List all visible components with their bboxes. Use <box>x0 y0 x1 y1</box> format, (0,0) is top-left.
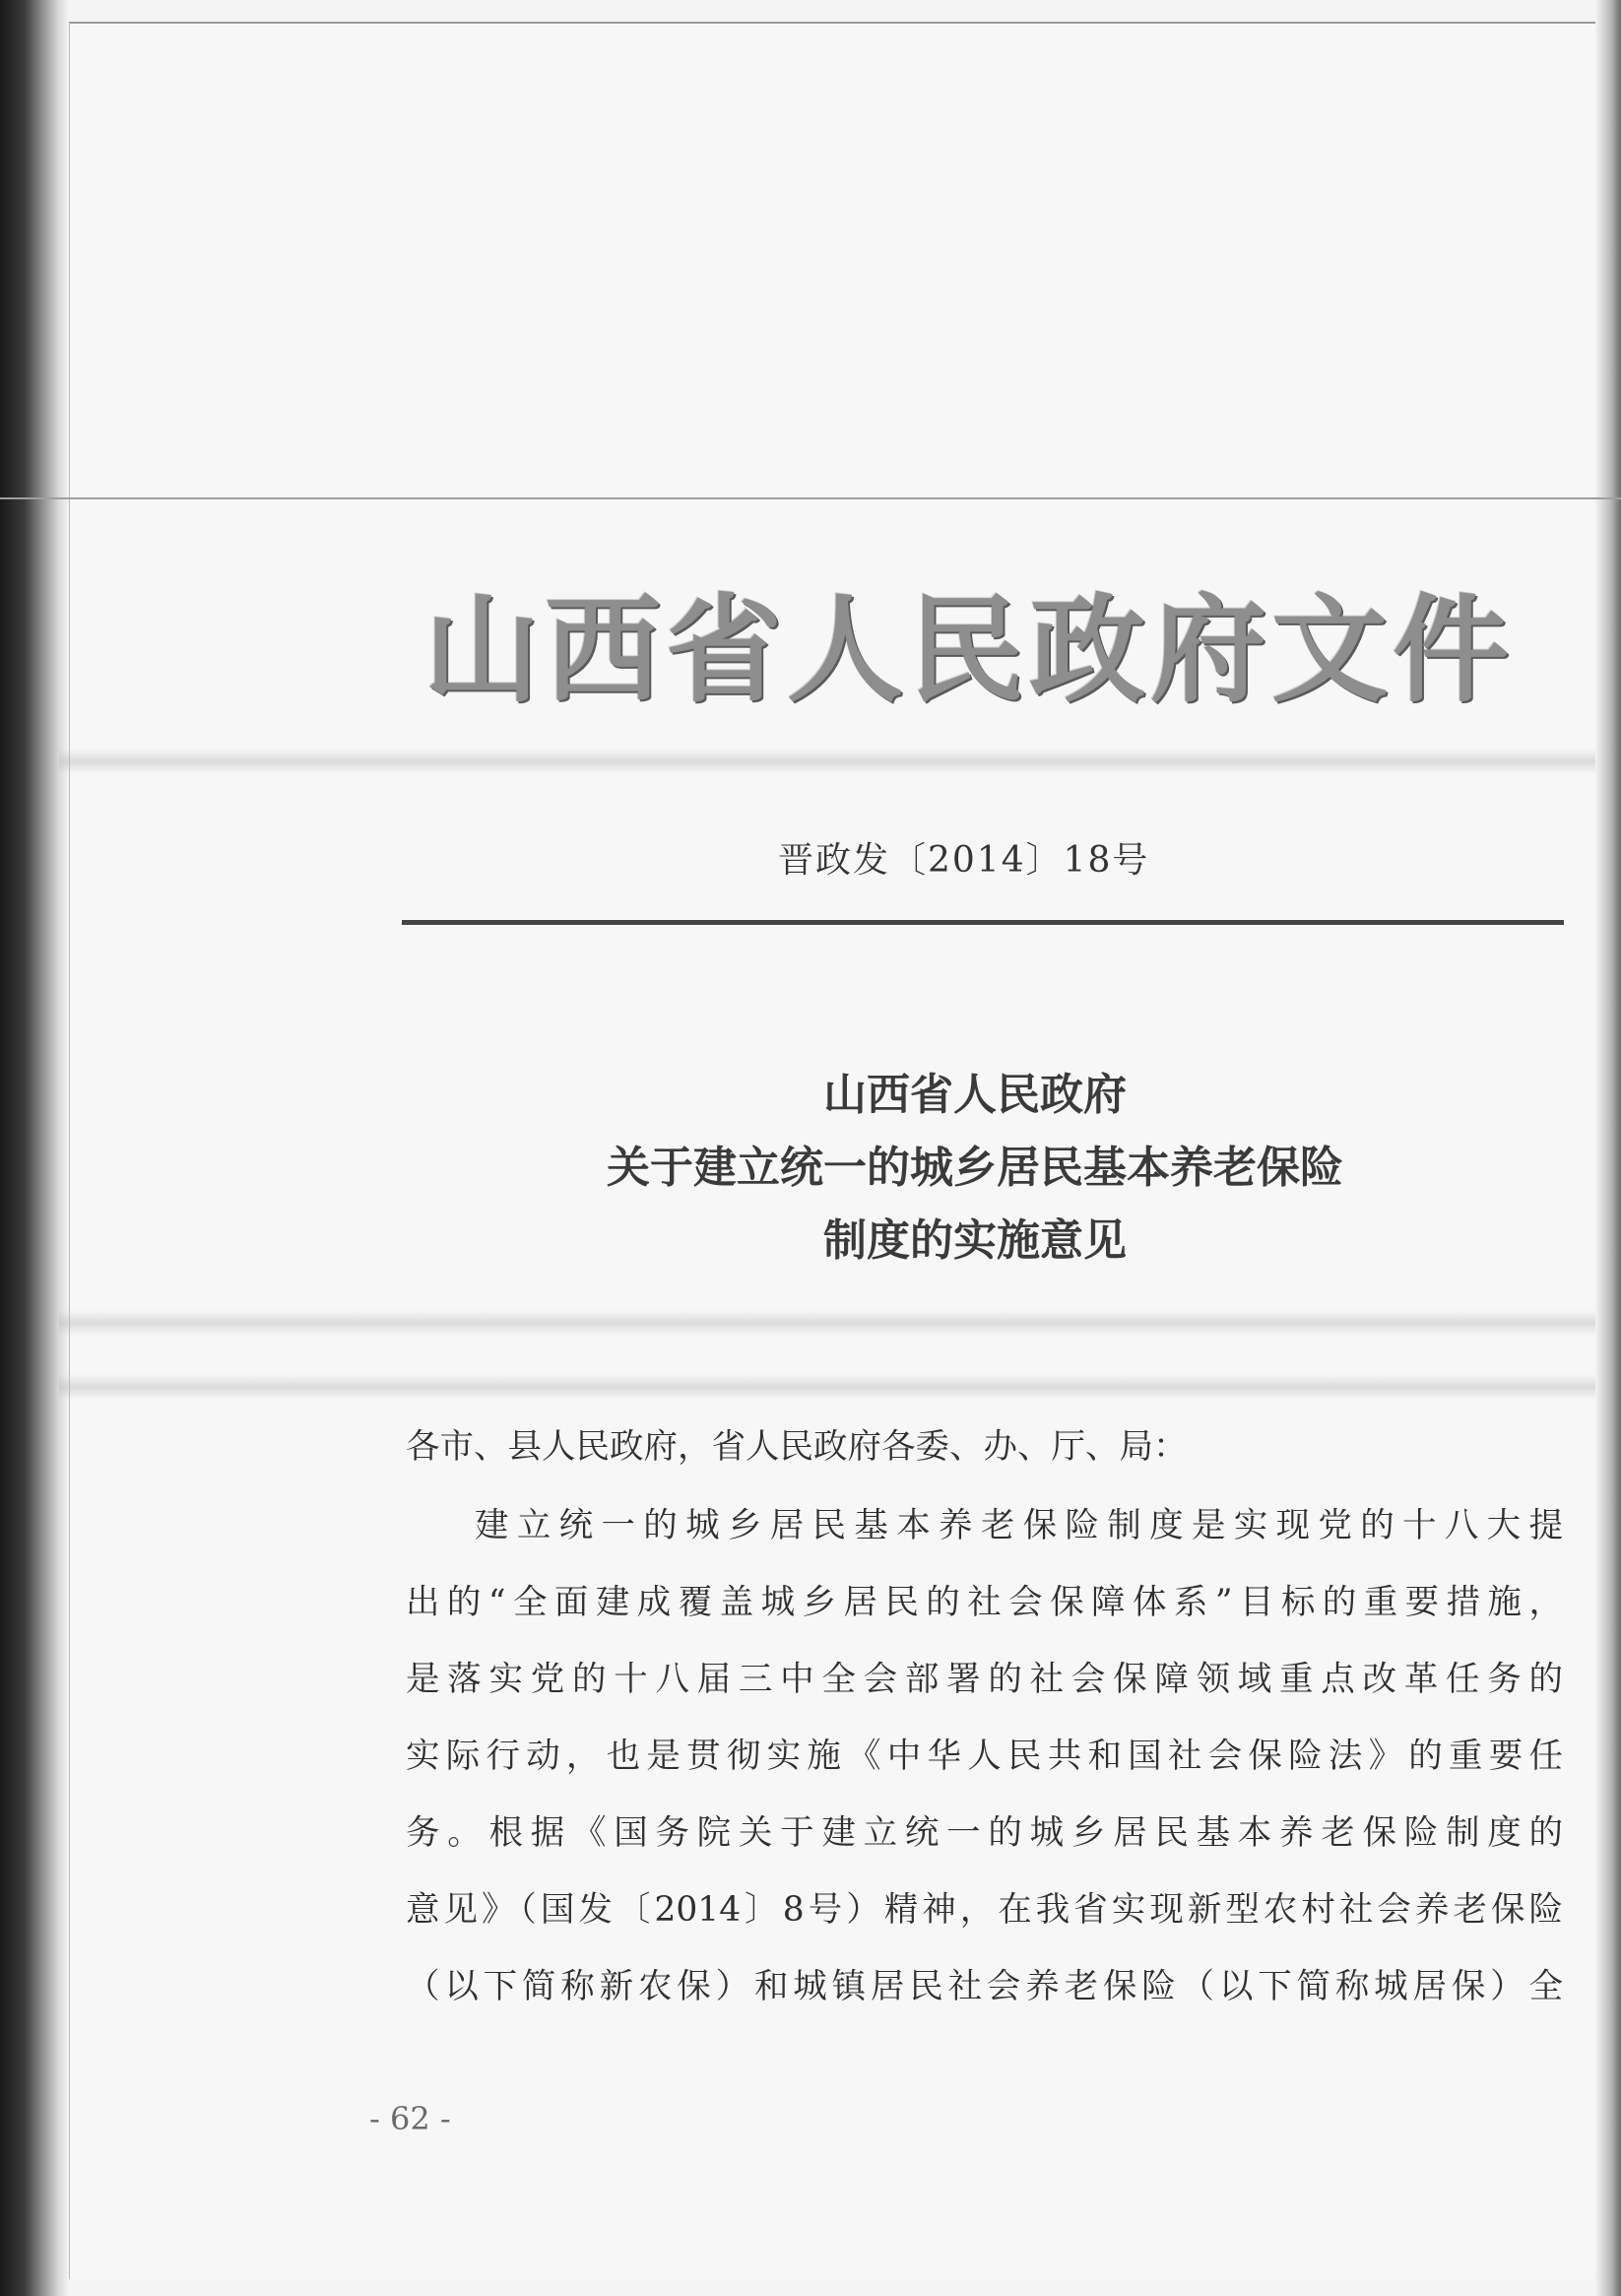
body-line: 是落实党的十八届三中全会部署的社会保障领域重点改革任务的 <box>406 1660 1563 1699</box>
body-line: 务。根据《国务院关于建立统一的城乡居民基本养老保险制度的 <box>406 1813 1563 1853</box>
body-line: （以下简称新农保）和城镇居民社会养老保险（以下简称城居保）全 <box>406 1967 1563 2006</box>
page-number: - 62 - <box>369 2100 451 2137</box>
header-divider <box>402 920 1564 925</box>
scan-artifact-line <box>0 497 1621 499</box>
scan-artifact-band <box>59 749 1595 774</box>
scan-shadow-right <box>1595 0 1621 2296</box>
salutation: 各市、县人民政府，省人民政府各委、办、厅、局： <box>406 1427 1188 1467</box>
scan-shadow-left <box>0 0 69 2296</box>
document-number: 晋政发〔2014〕18号 <box>778 840 1150 881</box>
document-title <box>394 1059 1556 1278</box>
document-header-title: 山西省人民政府文件 <box>423 581 1515 718</box>
body-line: 出的“全面建成覆盖城乡居民的社会保障体系”目标的重要措施， <box>406 1583 1563 1622</box>
body-line: 实际行动，也是贯彻实施《中华人民共和国社会保险法》的重要任 <box>406 1737 1563 1776</box>
title-line: 山西省人民政府 <box>823 1070 1127 1120</box>
title-line: 关于建立统一的城乡居民基本养老保险 <box>607 1143 1343 1193</box>
scan-artifact-band <box>59 1374 1595 1400</box>
title-line: 制度的实施意见 <box>823 1215 1127 1266</box>
scan-artifact-band <box>59 1310 1595 1336</box>
body-line: 建立统一的城乡居民基本养老保险制度是实现党的十八大提 <box>475 1506 1563 1545</box>
body-line: 意见》（国发〔2014〕8号）精神，在我省实现新型农村社会养老保险 <box>406 1890 1563 1930</box>
document-body <box>406 1409 1563 2025</box>
